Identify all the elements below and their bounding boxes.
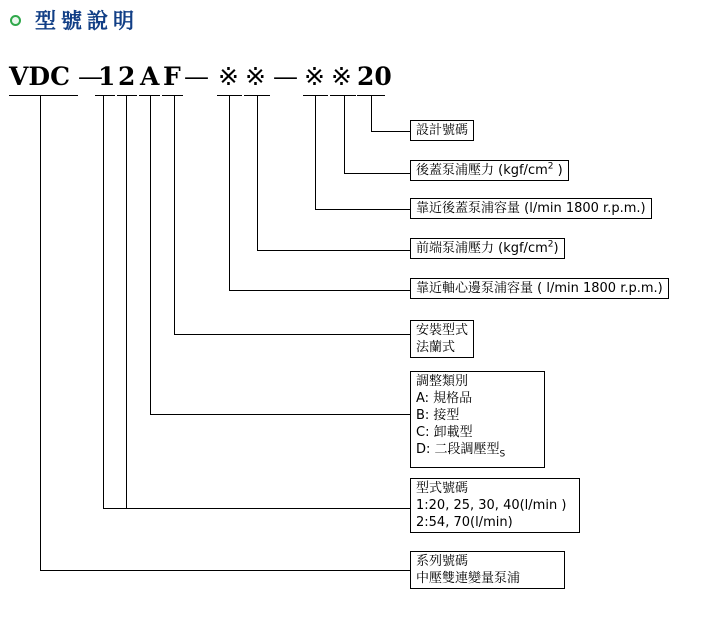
code-design-20: 20 bbox=[357, 62, 392, 91]
adjust-type-title: 調整類別 bbox=[416, 374, 469, 389]
code-digit-1: 1 bbox=[98, 62, 116, 91]
leader-adjust bbox=[151, 95, 411, 415]
front-pump-capacity-label: 靠近軸心邊泵浦容量 ( l/min 1800 r.p.m.) bbox=[416, 281, 663, 296]
rear-pump-capacity-label: 靠近後蓋泵浦容量 (l/min 1800 r.p.m.) bbox=[416, 201, 646, 216]
leader-model-1 bbox=[104, 95, 411, 509]
code-series-vdc: VDC bbox=[9, 62, 70, 91]
box-design-number bbox=[410, 120, 474, 141]
box-front-pump-pressure bbox=[410, 238, 565, 259]
code-digit-2: 2 bbox=[118, 62, 136, 91]
design-number-label: 設計號碼 bbox=[416, 123, 469, 138]
mount-type-title: 安裝型式 bbox=[416, 323, 469, 338]
model-number-option-2: 2:54, 70(l/min) bbox=[416, 515, 513, 530]
box-mount-type bbox=[410, 320, 474, 358]
code-letter-f: F bbox=[163, 62, 181, 91]
leader-front-capacity bbox=[230, 95, 411, 291]
box-adjust-type bbox=[410, 371, 545, 468]
series-number-value: 中壓雙連變量泵浦 bbox=[416, 571, 521, 586]
box-front-pump-capacity bbox=[410, 278, 669, 299]
leader-mount bbox=[175, 95, 411, 335]
box-rear-pump-pressure bbox=[410, 160, 569, 181]
rear-pump-pressure-label: 後蓋泵浦壓力 ($kgf/cm^2$ ) bbox=[416, 161, 563, 178]
series-number-title: 系列號碼 bbox=[416, 554, 469, 569]
leader-design bbox=[372, 95, 411, 132]
leader-series bbox=[41, 95, 411, 571]
model-number-option-1: 1:20, 25, 30, 40(l/min ) bbox=[416, 498, 567, 513]
leader-rear-capacity bbox=[316, 95, 411, 210]
code-placeholder-4: ※ bbox=[331, 62, 352, 91]
code-letter-a: A bbox=[140, 62, 160, 91]
leader-rear-pressure bbox=[345, 95, 411, 174]
box-rear-pump-capacity bbox=[410, 198, 652, 219]
box-model-number bbox=[410, 478, 580, 533]
code-dash-2: — bbox=[184, 62, 209, 91]
adjust-option-d: D: 二段調壓型$_S$ bbox=[416, 442, 506, 460]
adjust-option-b: B: 接型 bbox=[416, 408, 460, 423]
section-title: 型號說明 bbox=[35, 9, 139, 33]
code-dash-1: — bbox=[78, 62, 103, 91]
code-placeholder-2: ※ bbox=[245, 62, 266, 91]
model-number-title: 型式號碼 bbox=[416, 481, 469, 496]
adjust-option-c: C: 卸載型 bbox=[416, 425, 473, 440]
box-series-number bbox=[410, 551, 565, 589]
mount-type-value: 法蘭式 bbox=[416, 340, 456, 355]
front-pump-pressure-label: 前端泵浦壓力 $(kgf/cm^2)$ bbox=[416, 239, 559, 256]
code-dash-3: — bbox=[273, 62, 298, 91]
code-placeholder-3: ※ bbox=[304, 62, 325, 91]
adjust-option-a: A: 規格品 bbox=[416, 391, 473, 406]
code-placeholder-1: ※ bbox=[218, 62, 239, 91]
leader-front-pressure bbox=[258, 95, 411, 251]
